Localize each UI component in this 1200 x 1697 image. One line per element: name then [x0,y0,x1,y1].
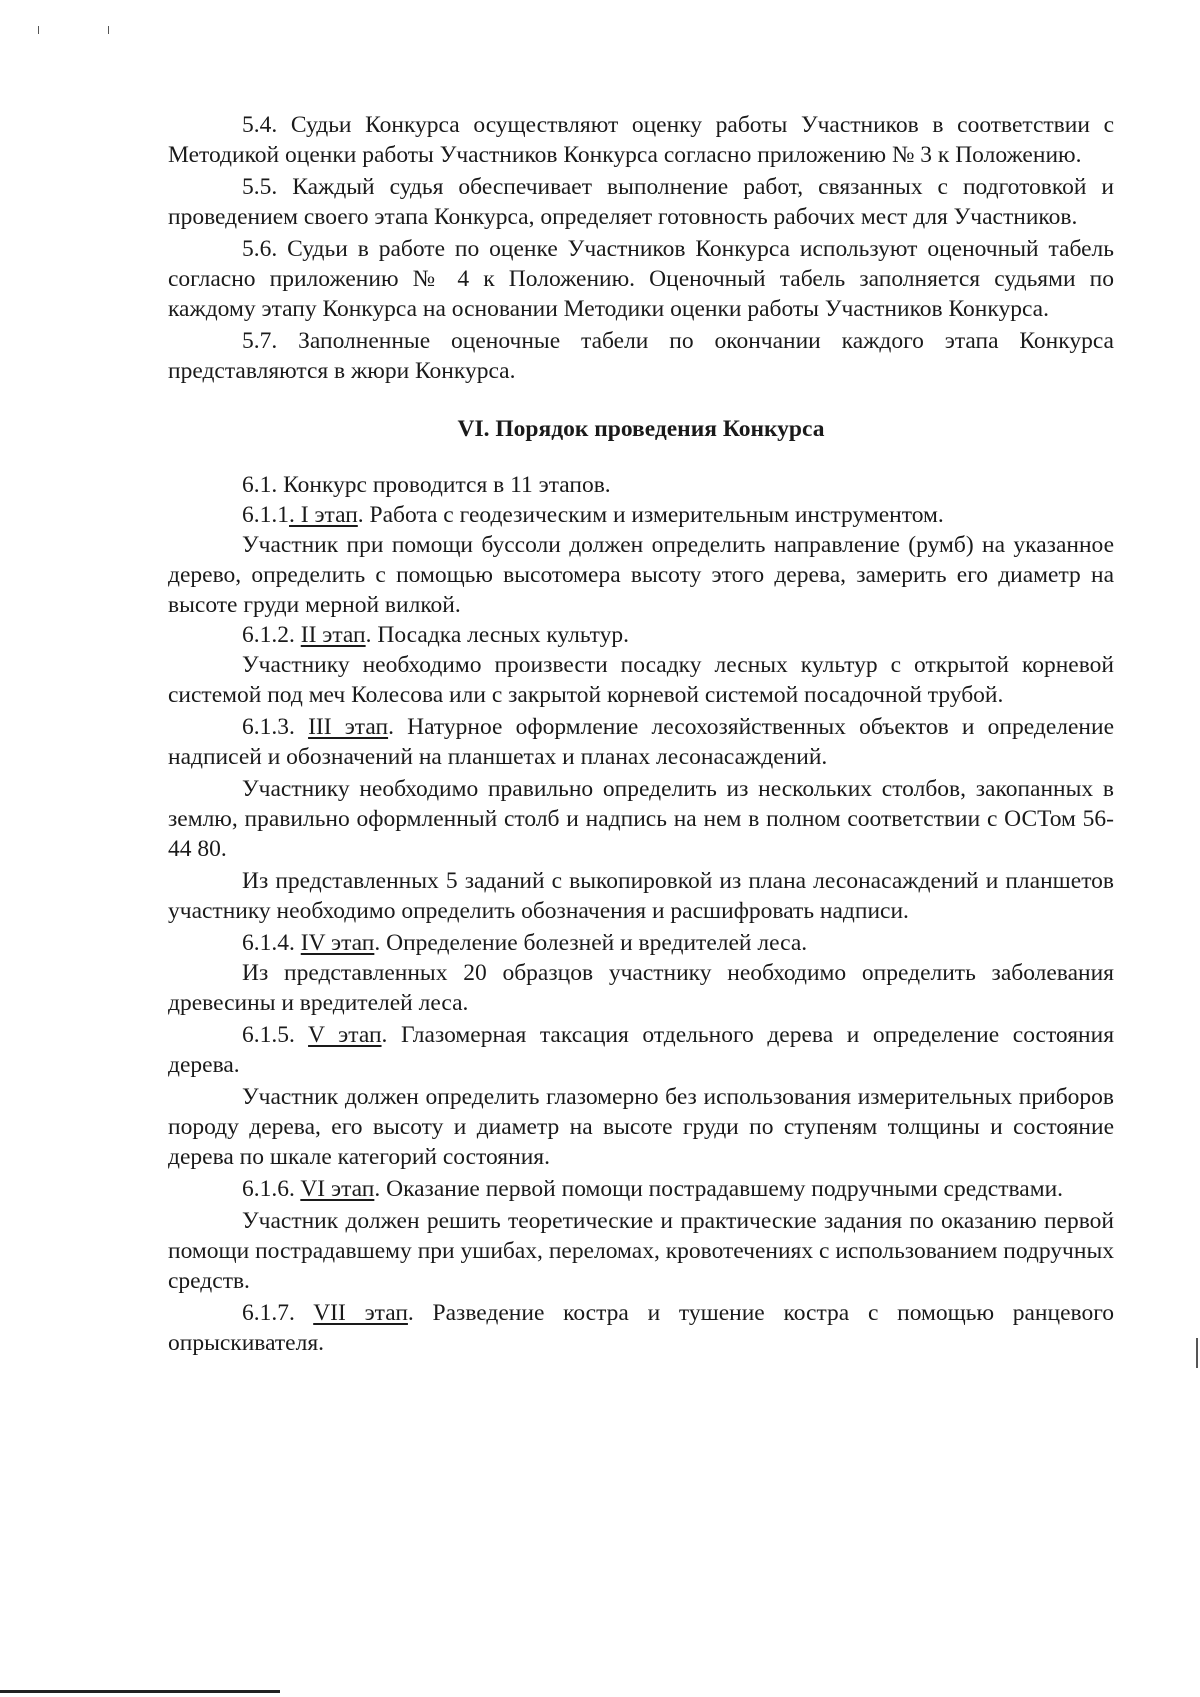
paragraph-5-4: 5.4. Судьи Конкурса осуществляют оценку работы Участников в соответствии с Методикой оценки работы Участников Конкурса согласно приложению № 3 к Положению. [168,112,1114,168]
stage-number: 6.1.2. [242,622,301,648]
stage-title: . Оказание первой помощи пострадавшему подручными средствами. [374,1176,1064,1202]
stage-title: . Определение болезней и вредителей леса. [374,930,808,956]
stage-3-title [168,712,1114,772]
stage-number: 6.1.3. [242,714,309,740]
paragraph-5-5: 5.5. Каждый судья обеспечивает выполнение работ, связанных с подготовкой и проведением своего этапа Конкурса, определяет готовность рабочих мест для Участников. [168,174,1114,230]
stage-label: VI этап [300,1176,375,1202]
scan-artifact [38,26,39,34]
stage-number: 6.1.5. [242,1022,309,1048]
stage-number: 6.1.1 [242,502,289,528]
stage-title: . Посадка лесных культур. [365,622,630,648]
stage-1-desc: Участник при помощи буссоли должен определить направление (румб) на указанное дерево, определить с помощью высотомера высоту этого дерева, замерить его диаметр на высоте груди мерной вилкой. [168,532,1114,618]
stage-6-desc: Участник должен решить теоретические и практические задания по оказанию первой помощи пострадавшему при ушибах, переломах, кровотечениях с использованием подручных средств. [168,1208,1114,1294]
paragraph-5-6: 5.6. Судьи в работе по оценке Участников Конкурса используют оценочный табель согласно приложению № 4 к Положению. Оценочный табель заполняется судьями по каждому этапу Конкурса на основании Методики оценки работы Участников Конкурса. [168,236,1114,322]
document-page [168,110,1114,1358]
stage-3-desc-1: Участнику необходимо правильно определить из нескольких столбов, закопанных в землю, правильно оформленный столб и надпись на нем в полном соответствии с ОСТом 56-44 80. [168,776,1114,862]
stage-label: VII этап [313,1300,408,1326]
scan-artifact [0,1690,280,1693]
stage-title: . Работа с геодезическим и измерительным инструментом. [357,502,944,528]
scan-artifact [1196,1338,1198,1368]
stage-title: . Натурное оформление лесохозяйственных объектов и определение надписей и обозначений на планшетах и планах лесонасаждений. [168,714,1115,770]
section-heading: VI. Порядок проведения Конкурса [457,416,825,442]
stage-label: IV этап [300,930,375,956]
stage-label: V этап [308,1022,382,1048]
stage-number: 6.1.6. [242,1176,301,1202]
stage-7-title [168,1298,1114,1358]
stage-2-title [168,620,1114,650]
stage-4-desc: Из представленных 20 образцов участнику необходимо определить заболевания древесины и вредителей леса. [168,960,1114,1016]
stage-title: . Глазомерная таксация отдельного дерева и определение состояния дерева. [168,1022,1115,1078]
stage-title: . Разведение костра и тушение костра с помощью ранцевого опрыскивателя. [168,1300,1115,1356]
stage-label: . I этап [289,502,358,528]
stage-4-title [168,928,1114,958]
stage-number: 6.1.4. [242,930,301,956]
stage-6-title [168,1174,1114,1204]
paragraph-6-1: 6.1. Конкурс проводится в 11 этапов. [242,472,611,498]
stage-5-title [168,1020,1114,1080]
stage-label: III этап [308,714,389,740]
stage-5-desc: Участник должен определить глазомерно без использования измерительных приборов породу дерева, его высоту и диаметр на высоте груди по ступеням толщины и состояние дерева по шкале категорий состояния. [168,1084,1114,1170]
stage-label: II этап [300,622,366,648]
stage-number: 6.1.7. [242,1300,314,1326]
stage-1-title [168,500,1114,530]
paragraph-5-7: 5.7. Заполненные оценочные табели по окончании каждого этапа Конкурса представляются в жюри Конкурса. [168,328,1114,384]
stage-3-desc-2: Из представленных 5 заданий с выкопировкой из плана лесонасаждений и планшетов участнику необходимо определить обозначения и расшифровать надписи. [168,868,1114,924]
stage-2-desc: Участнику необходимо произвести посадку лесных культур с открытой корневой системой под меч Колесова или с закрытой корневой системой посадочной трубой. [168,652,1114,708]
scan-artifact [108,26,109,34]
